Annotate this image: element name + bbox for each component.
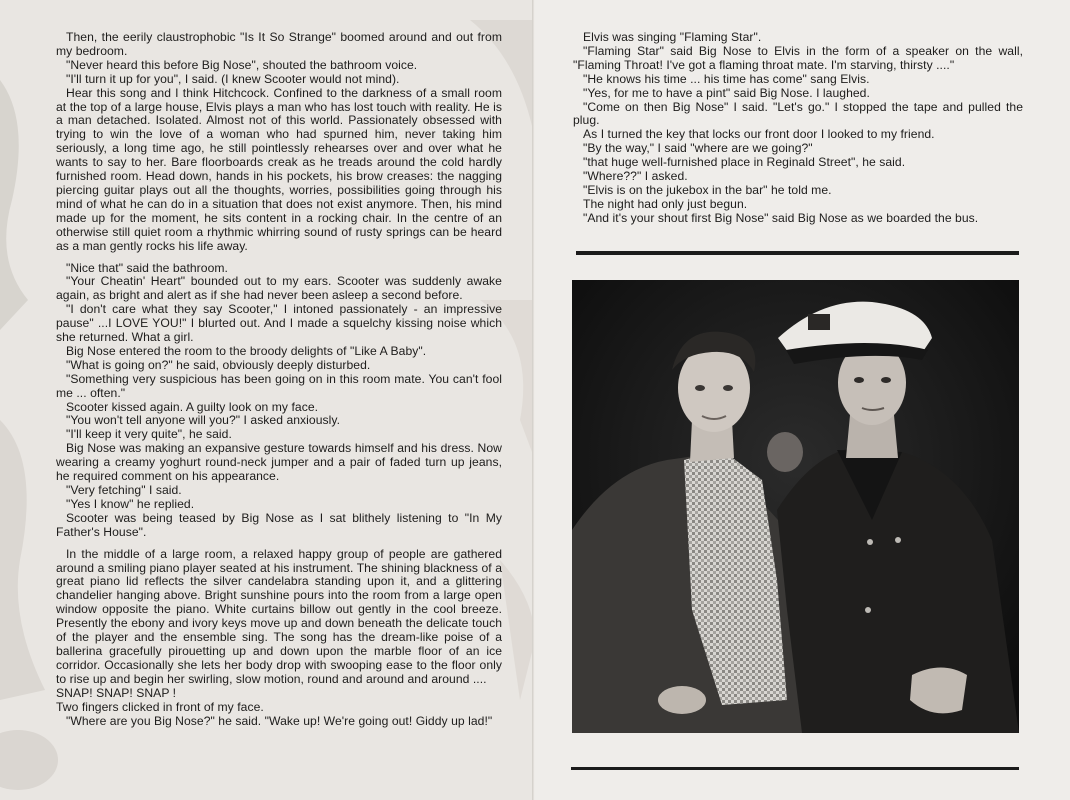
paragraph: As I turned the key that locks our front door I looked to my friend. [583,127,935,142]
photo-illustration [572,280,1019,733]
paragraph: "Yes I know" he replied. [66,496,195,511]
divider-rule-bottom [571,767,1019,770]
right-page-text [573,31,1023,226]
paragraph: The night had only just begun. [583,196,748,211]
paragraph: "Flaming Star" said Big Nose to Elvis in the form of a speaker on the wall, "Flaming Throat! I've got a flaming throat mate. I'm starving, thirsty ...." [573,43,1023,72]
paragraph: "You won't tell anyone will you?" I asked anxiously. [66,413,341,428]
paragraph: "Nice that" said the bathroom. [66,260,228,275]
paragraph: "Never heard this before Big Nose", shouted the bathroom voice. [66,57,418,72]
paragraph: "I'll keep it very quite", he said. [66,427,232,442]
paragraph: Big Nose entered the room to the broody delights of "Like A Baby". [66,343,427,358]
paragraph: "Where??" I asked. [583,169,688,184]
photo-two-men [572,280,1019,733]
paragraph: "Very fetching" I said. [66,483,182,497]
paragraph: Big Nose was making an expansive gesture towards himself and his dress. Now wearing a creamy yoghurt round-neck jumper and a pair of faded turn up jeans, he required comment on his appearance. [56,441,502,484]
paragraph: In the middle of a large room, a relaxed happy group of people are gathered around a smiling piano player seated at his instrument. The shining blackness of a great piano lid reflects the silver candelabra standing upon it, and a glittering chandelier hanging above. Bright sunshine pours into the room from a large open window opposite the piano. White curtains billow out gently in the cool breeze. Presently the ebony and ivory keys move up and down beneath the delicate touch of the player and the ensemble sing. The song has the dream-like poise of a ballerina gracefully pirouetting up and down upon the marble floor of an ice corridor. Occasionally she lets her body drop with swooping ease to the floor only to rise up and begin her swirling, slow motion, round and around and around .... [56,546,502,686]
paragraph: "that huge well-furnished place in Reginald Street", he said. [583,155,906,170]
paragraph: "He knows his time ... his time has come" sang Elvis. [583,71,870,86]
paragraph: Hear this song and I think Hitchcock. Confined to the darkness of a small room at the top of a large house, Elvis plays a man who has lost touch with reality. He is a man detached. Isolated. Almost not of this world. Passionately obsessed with trying to win the love of a woman who had spurned him, never taking him seriously, a long time ago, he still pointlessly rehearses over and over what he wants to say to her. Bare floorboards creak as he treads around the cold hardly furnished room. Head down, hands in his pockets, his brow creases: the nagging piercing guitar plays out all the thoughts, worries, possibilities going through his mind of what he can do in a situation that does not exist anymore. Then, his mind made up for the moment, he sits content in a rocking chair. In the centre of an otherwise still quiet room a rhythmic whirring sound of rusty springs can be heard as a man gently rocks his life away. [56,85,502,253]
paragraph: Scooter was being teased by Big Nose as I sat blithely listening to "In My Father's House". [56,510,502,539]
divider-rule-top [576,251,1019,255]
paragraph: SNAP! SNAP! SNAP ! [56,685,177,700]
paragraph: "Elvis is on the jukebox in the bar" he told me. [583,182,832,197]
paragraph: "I don't care what they say Scooter," I intoned passionately - an impressive pause" ...I LOVE YOU!" I blurted out. And I made a squelchy kissing noise which she returned. What a girl. [56,302,502,345]
paragraph: "Where are you Big Nose?" he said. "Wake up! We're going out! Giddy up lad!" [66,713,493,728]
paragraph: "What is going on?" he said, obviously deeply disturbed. [66,357,371,372]
paragraph: Scooter kissed again. A guilty look on my face. [66,399,319,414]
paragraph: "Your Cheatin' Heart" bounded out to my ears. Scooter was suddenly awake again, as bright and alert as if she had never been asleep a second before. [56,274,502,303]
paragraph: "Yes, for me to have a pint" said Big Nose. I laughed. [583,85,870,100]
paragraph: "By the way," I said "where are we going?" [583,141,813,156]
paragraph: "Something very suspicious has been going on in this room mate. You can't fool me ... often." [56,371,502,400]
paragraph: Two fingers clicked in front of my face. [56,699,264,714]
paragraph: Then, the eerily claustrophobic "Is It So Strange" boomed around and out from my bedroom. [56,30,502,58]
left-page-text [56,31,502,728]
paragraph: "I'll turn it up for you", I said. (I knew Scooter would not mind). [66,71,400,86]
paragraph: "Come on then Big Nose" I said. "Let's go." I stopped the tape and pulled the plug. [573,99,1023,128]
paragraph: "And it's your shout first Big Nose" said Big Nose as we boarded the bus. [583,210,979,225]
paragraph: Elvis was singing "Flaming Star". [583,30,762,44]
